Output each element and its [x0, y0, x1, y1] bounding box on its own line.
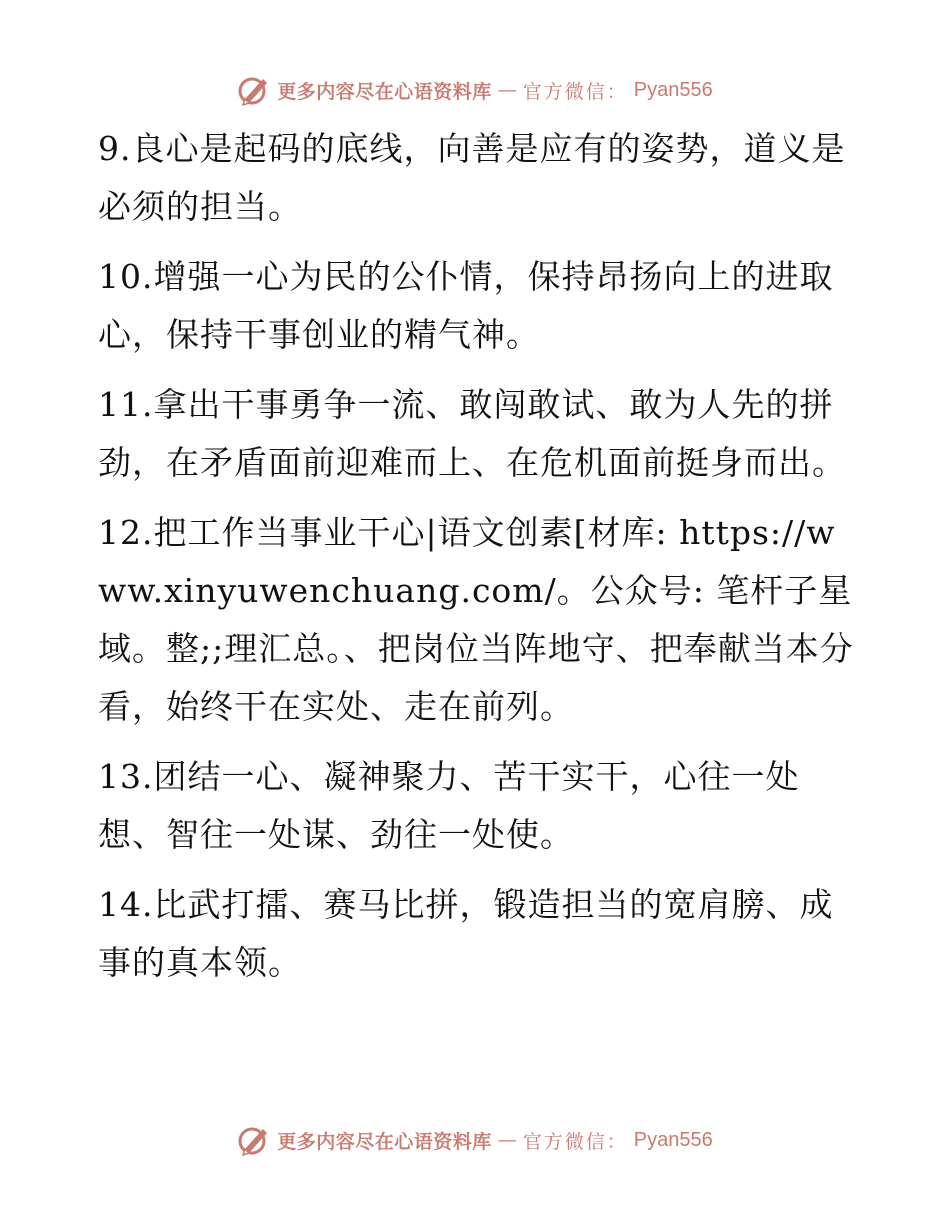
watermark-official: 官方微信：	[522, 80, 628, 103]
watermark-brand: 更多内容尽在心语资料库	[277, 80, 492, 103]
list-item-10: 10.增强一心为民的公仆情，保持昂扬向上的进取心，保持干事创业的精气神。	[98, 257, 834, 354]
document-body	[98, 120, 858, 1004]
watermark-brand: 更多内容尽在心语资料库	[277, 1130, 492, 1153]
list-item-12: 12.把工作当事业干心|语文创素[材库: https://www.xinyuwenchuang.com/。公众号: 笔杆子星域。整;;理汇总。、把岗位当阵地守、把奉献当本分看，始终干在实处、走在前列。	[98, 513, 854, 726]
list-item-13: 13.团结一心、凝神聚力、苦干实干，心往一处想、智往一处谋、劲往一处使。	[98, 757, 800, 854]
list-item-14: 14.比武打擂、赛马比拼，锻造担当的宽肩膀、成事的真本领。	[98, 885, 834, 982]
list-item-11: 11.拿出干事勇争一流、敢闯敢试、敢为人先的拼劲，在矛盾面前迎难而上、在危机面前挺身而出。	[98, 385, 846, 482]
watermark-dash: —	[497, 1129, 517, 1151]
watermark-official: 官方微信：	[522, 1130, 628, 1153]
watermark-dash: —	[497, 79, 517, 101]
watermark-id: Pyan556	[633, 1128, 713, 1151]
header-watermark	[0, 70, 950, 110]
pen-logo-icon	[237, 1123, 271, 1157]
footer-watermark	[0, 1120, 950, 1160]
watermark-id: Pyan556	[633, 78, 713, 101]
list-item-9: 9.良心是起码的底线，向善是应有的姿势，道义是必须的担当。	[98, 129, 846, 226]
pen-logo-icon	[237, 73, 271, 107]
